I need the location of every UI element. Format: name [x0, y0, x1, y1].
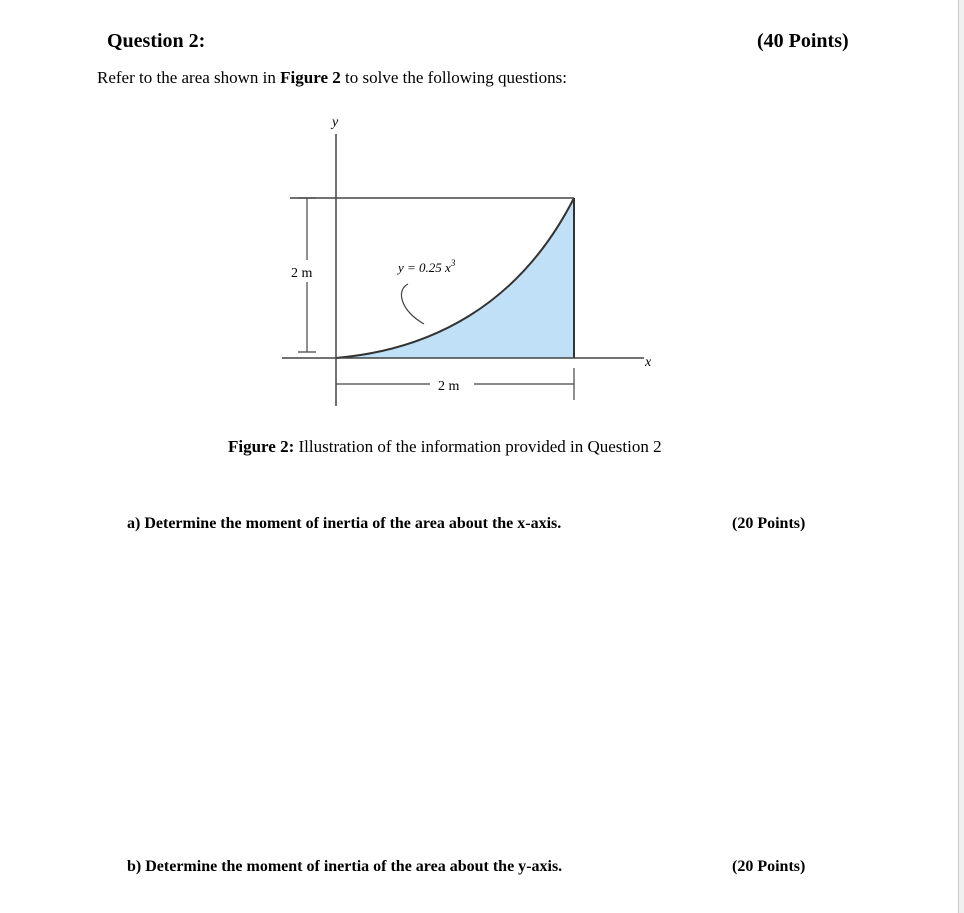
shaded-area: [336, 198, 574, 358]
figure-2-diagram: [278, 112, 668, 412]
part-a-question: a) Determine the moment of inertia of the area about the x-axis.: [127, 515, 562, 532]
question-points: (40 Points): [757, 30, 849, 52]
intro-suffix: to solve the following questions:: [340, 68, 567, 87]
question-title: Question 2:: [107, 30, 206, 52]
width-label: 2 m: [438, 379, 460, 394]
equation-exponent: 3: [450, 258, 456, 268]
height-label: 2 m: [291, 266, 313, 281]
part-b-question: b) Determine the moment of inertia of the area about the y-axis.: [127, 858, 563, 875]
equation-text: y = 0.25 x: [398, 260, 451, 275]
figure-caption: [228, 437, 662, 457]
part-b-points: (20 Points): [732, 858, 806, 875]
caption-text: Illustration of the information provided in Question 2: [294, 437, 662, 456]
y-axis-label: y: [332, 115, 339, 130]
x-axis-label: x: [645, 355, 652, 370]
intro-text: [97, 68, 567, 88]
equation-leader: [401, 284, 424, 324]
caption-bold: Figure 2:: [228, 437, 295, 456]
page-edge: [958, 0, 964, 913]
intro-figure-ref: Figure 2: [280, 68, 341, 87]
equation-label: [396, 258, 456, 275]
part-a-points: (20 Points): [732, 515, 806, 532]
intro-prefix: Refer to the area shown in: [97, 68, 281, 87]
